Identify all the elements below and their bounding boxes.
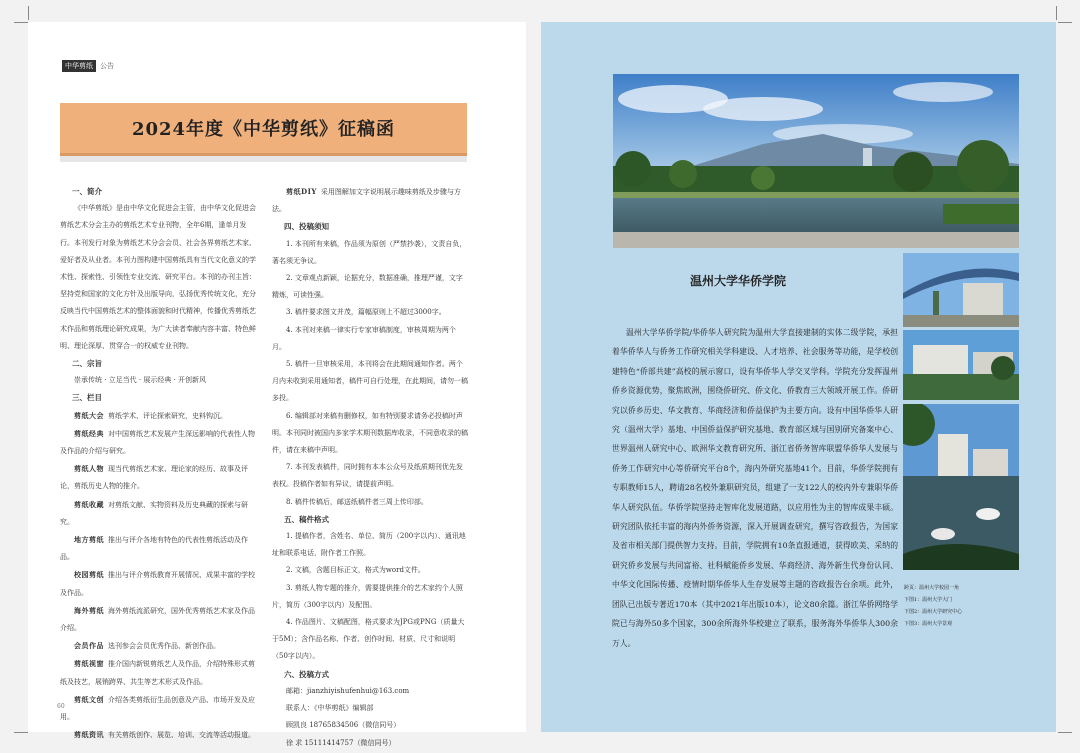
columns-list xyxy=(60,407,256,745)
school-title: 温州大学华侨学院 xyxy=(690,274,787,288)
column-item: 剪纸文创 介绍各类剪纸衍生品创意及产品、市场开发及应用。 xyxy=(60,694,255,722)
page-title: 2024年度《中华剪纸》征稿函 xyxy=(131,119,396,140)
campus-landscape-image xyxy=(613,74,1019,248)
crop-mark xyxy=(14,732,28,733)
magazine-header xyxy=(62,60,114,72)
caption: 下图1：温州大学大门 xyxy=(904,597,953,603)
format-item: 3. 剪纸人物专题的推介，需要提供推介的艺术家约个人照片，简历（300字以内）及配图。 xyxy=(272,583,463,609)
school-description: 温州大学华侨学院/华侨华人研究院为温州大学直接建制的实体二级学院，承担着华侨华人与侨务工作研究相关学科建设、人才培养、社会服务等功能，是学校创建特色“侨部共建”高校的展示窗口，设有华侨华人学交叉学科。学院充分发挥温州侨乡资源优势，聚焦欧洲，围绕侨研究、侨文化、侨教育三大领域开展工作。侨研究以侨乡历史、华文教育、华商经济和侨益保护为主要方向。设有中国华侨华人研究（温州大学）基地、中国侨益保护研究基地、教育部区域与国别研究备案中心、世界温州人研究中心、欧洲华文教育研究所、浙江省侨务智库联盟华侨华人发展与侨务工作研究中心等侨研究平台8个，海内外研究基地41个。目前，华侨学院拥有专职教师15人，聘请28名校外兼职研究员，组建了一支122人的校内外专兼职华侨华人研究队伍。华侨学院坚持走智库化发展道路，以应用性为主的智库成果丰硕。研究团队依托丰富的海内外侨务资源，深入开展调查研究，撰写咨政报告，为国家及省市相关部门提供智力支持。目前，学院拥有10条直报通道，获得欧美、采纳的研究侨乡发展与共同富裕、社科赋能侨乡发展、华商经济、海外新生代身份认同、中华文化国际传播、疫情时期华侨华人生存发展等主题的咨政报告台余项。此外，团队已出版专著近170本（其中2021年出版10本），论文80余篇。浙江华侨网络学院已与海外50多个国家，300余所海外华校建立了联系，服务海外华侨华人300余万人。 xyxy=(612,328,898,648)
aim-heading: 二、宗旨 xyxy=(72,359,102,369)
left-column xyxy=(60,183,256,745)
aim-text: 崇承传统 · 立足当代 · 展示经典 · 开创新风 xyxy=(74,376,207,385)
format-item: 2. 文稿，含题目标正文，格式为word文件。 xyxy=(286,566,425,575)
caption: 下图2：温州大学研究中心 xyxy=(904,609,963,615)
format-heading: 五、稿件格式 xyxy=(284,514,329,524)
crop-mark xyxy=(1058,22,1072,23)
contact-person: 联系人：《中华剪纸》编辑部 xyxy=(286,704,374,713)
title-shadow xyxy=(60,156,467,162)
notice-item: 7. 本刊发表稿件，同时拥有本本公众号及纸质期刊优先发表权。投稿作者如有异议，请提前声明。 xyxy=(272,463,463,489)
column-item: 剪纸收藏 对剪纸文献、实物资料及历史典藏的探索与研究。 xyxy=(60,499,248,526)
column-item: 剪纸人物 现当代剪纸艺术家、理论家的经历、故事及评论，剪纸历史人物的推介。 xyxy=(60,464,248,491)
title-banner xyxy=(60,103,467,156)
column-item: 海外剪纸 海外剪纸流派研究，国外优秀剪纸艺术家及作品介绍。 xyxy=(60,605,255,633)
format-item: 4. 作品图片、文稿配图，格式要求为JPG或PNG（质量大于5M）；含作品名称、作者、创作时间、材质、尺寸和说明（50字以内）。 xyxy=(272,618,465,661)
side-photo-building xyxy=(903,330,1019,400)
columns-heading: 三、栏目 xyxy=(72,393,102,403)
section-label: 公告 xyxy=(100,62,114,70)
column-item: 剪纸资讯 有关剪纸创作、展览、培训、交流等活动报道。 xyxy=(74,730,255,740)
notice-item: 5. 稿件一旦审核采用，本刊将会在此期间通知作者。两个月内未收到采用通知者，稿件可自行处理，在此期间，请勿一稿多投。 xyxy=(272,360,468,403)
magazine-logo: 中华剪纸 xyxy=(62,60,96,72)
middle-column xyxy=(272,183,468,752)
campus-photo xyxy=(613,74,1019,248)
contact-phone: 顾凯良 18765834506（微信同号） xyxy=(286,721,401,730)
caption: 跨页：温州大学校园一角 xyxy=(904,585,960,591)
column-item: 校园剪纸 推出与评介剪纸教育开展情况、成果丰富的学校及作品。 xyxy=(60,570,255,597)
column-item: 地方剪纸 推出与评介各地有特色的代表性剪纸活动及作品。 xyxy=(60,535,248,562)
notice-heading: 四、投稿须知 xyxy=(284,222,329,232)
contact-email[interactable]: 邮箱：jianzhiyishufenhui@163.com xyxy=(286,686,410,695)
intro-text: 《中华剪纸》是由中华文化促进会主管，由中华文化促进会剪纸艺术分会主办的剪纸艺术专业刊物，全年6期，逢单月发行。本刊发行对象为剪纸艺术分会会员、社会各界剪纸艺术家、爱好者及从业者。本刊力图构建中国剪纸具有当代文化意义的学术性、探索性、引领性专业交流、研究平台。本刊的办刊主旨：坚持党和国家的文化方针及出版导向，弘扬优秀传统文化，充分反映当代中国剪纸艺术的整体面貌和时代精神，传播优秀剪纸艺术作品和剪纸理论研究成果，为广大读者奉献内容丰富、特色鲜明、理论深厚、贯穿合一的权威专业刊物。 xyxy=(60,204,256,350)
intro-heading: 一、简介 xyxy=(72,187,102,196)
contact-phone: 徐 求 15111414757（微信同号） xyxy=(286,738,396,747)
campus-lake-image xyxy=(903,404,1019,570)
notice-item: 4. 本刊对来稿一律实行专家审稿制度，审核周期为两个月。 xyxy=(272,325,456,351)
caption: 下图3：温州大学景观 xyxy=(904,621,953,627)
research-building-image xyxy=(903,330,1019,400)
column-item: 剪纸经典 对中国剪纸艺术发展产生深远影响的代表性人物及作品的介绍与研究。 xyxy=(60,428,255,456)
diy-line: 剪纸DIY 采用图解加文字说明展示趣味剪纸及步骤与方法。 xyxy=(272,187,461,214)
notice-item: 1. 本刊所有来稿，作品须为原创（严禁抄袭），文责自负，著名须无争议。 xyxy=(272,239,467,265)
university-gate-image xyxy=(903,253,1019,327)
side-photo-gate xyxy=(903,253,1019,327)
notice-item: 3. 稿件要求图文并茂，篇幅原则上不超过3000字。 xyxy=(286,308,446,317)
crop-mark xyxy=(28,6,29,20)
crop-mark xyxy=(1058,732,1072,733)
photo-captions xyxy=(904,582,962,630)
side-photo-lake xyxy=(903,404,1019,570)
notice-item: 6. 编辑部对来稿有删修权，如有特别要求请务必投稿时声明。本刊同时被国内多家学术期刊数据库收录，不同意收录的稿件，请在来稿中声明。 xyxy=(272,411,468,455)
column-item: 会员作品 选刊参会会员优秀作品、新创作品。 xyxy=(74,641,220,651)
contact-heading: 六、投稿方式 xyxy=(284,669,329,679)
notice-item: 8. 稿件传稿后，邮送纸稿件者三周上传印部。 xyxy=(286,497,428,506)
crop-mark xyxy=(1056,6,1057,20)
crop-mark xyxy=(14,22,28,23)
page-number: 60 xyxy=(57,703,65,710)
notice-item: 2. 文章观点新颖，论据充分，数据准确，推理严谨，文字精炼，可读性强。 xyxy=(272,274,463,300)
format-item: 1. 提稿作者，含姓名、单位、简历（200字以内）、通讯地址和联系电话，附作者工作照。 xyxy=(272,532,466,558)
column-item: 剪纸大会 剪纸学术、评论探索研究，史料钩沉。 xyxy=(74,410,227,420)
column-item: 剪纸视窗 推介国内新锐剪纸艺人及作品，介绍特殊形式剪纸及技艺，展销跨界、共生等艺术形式及作品。 xyxy=(60,659,255,686)
